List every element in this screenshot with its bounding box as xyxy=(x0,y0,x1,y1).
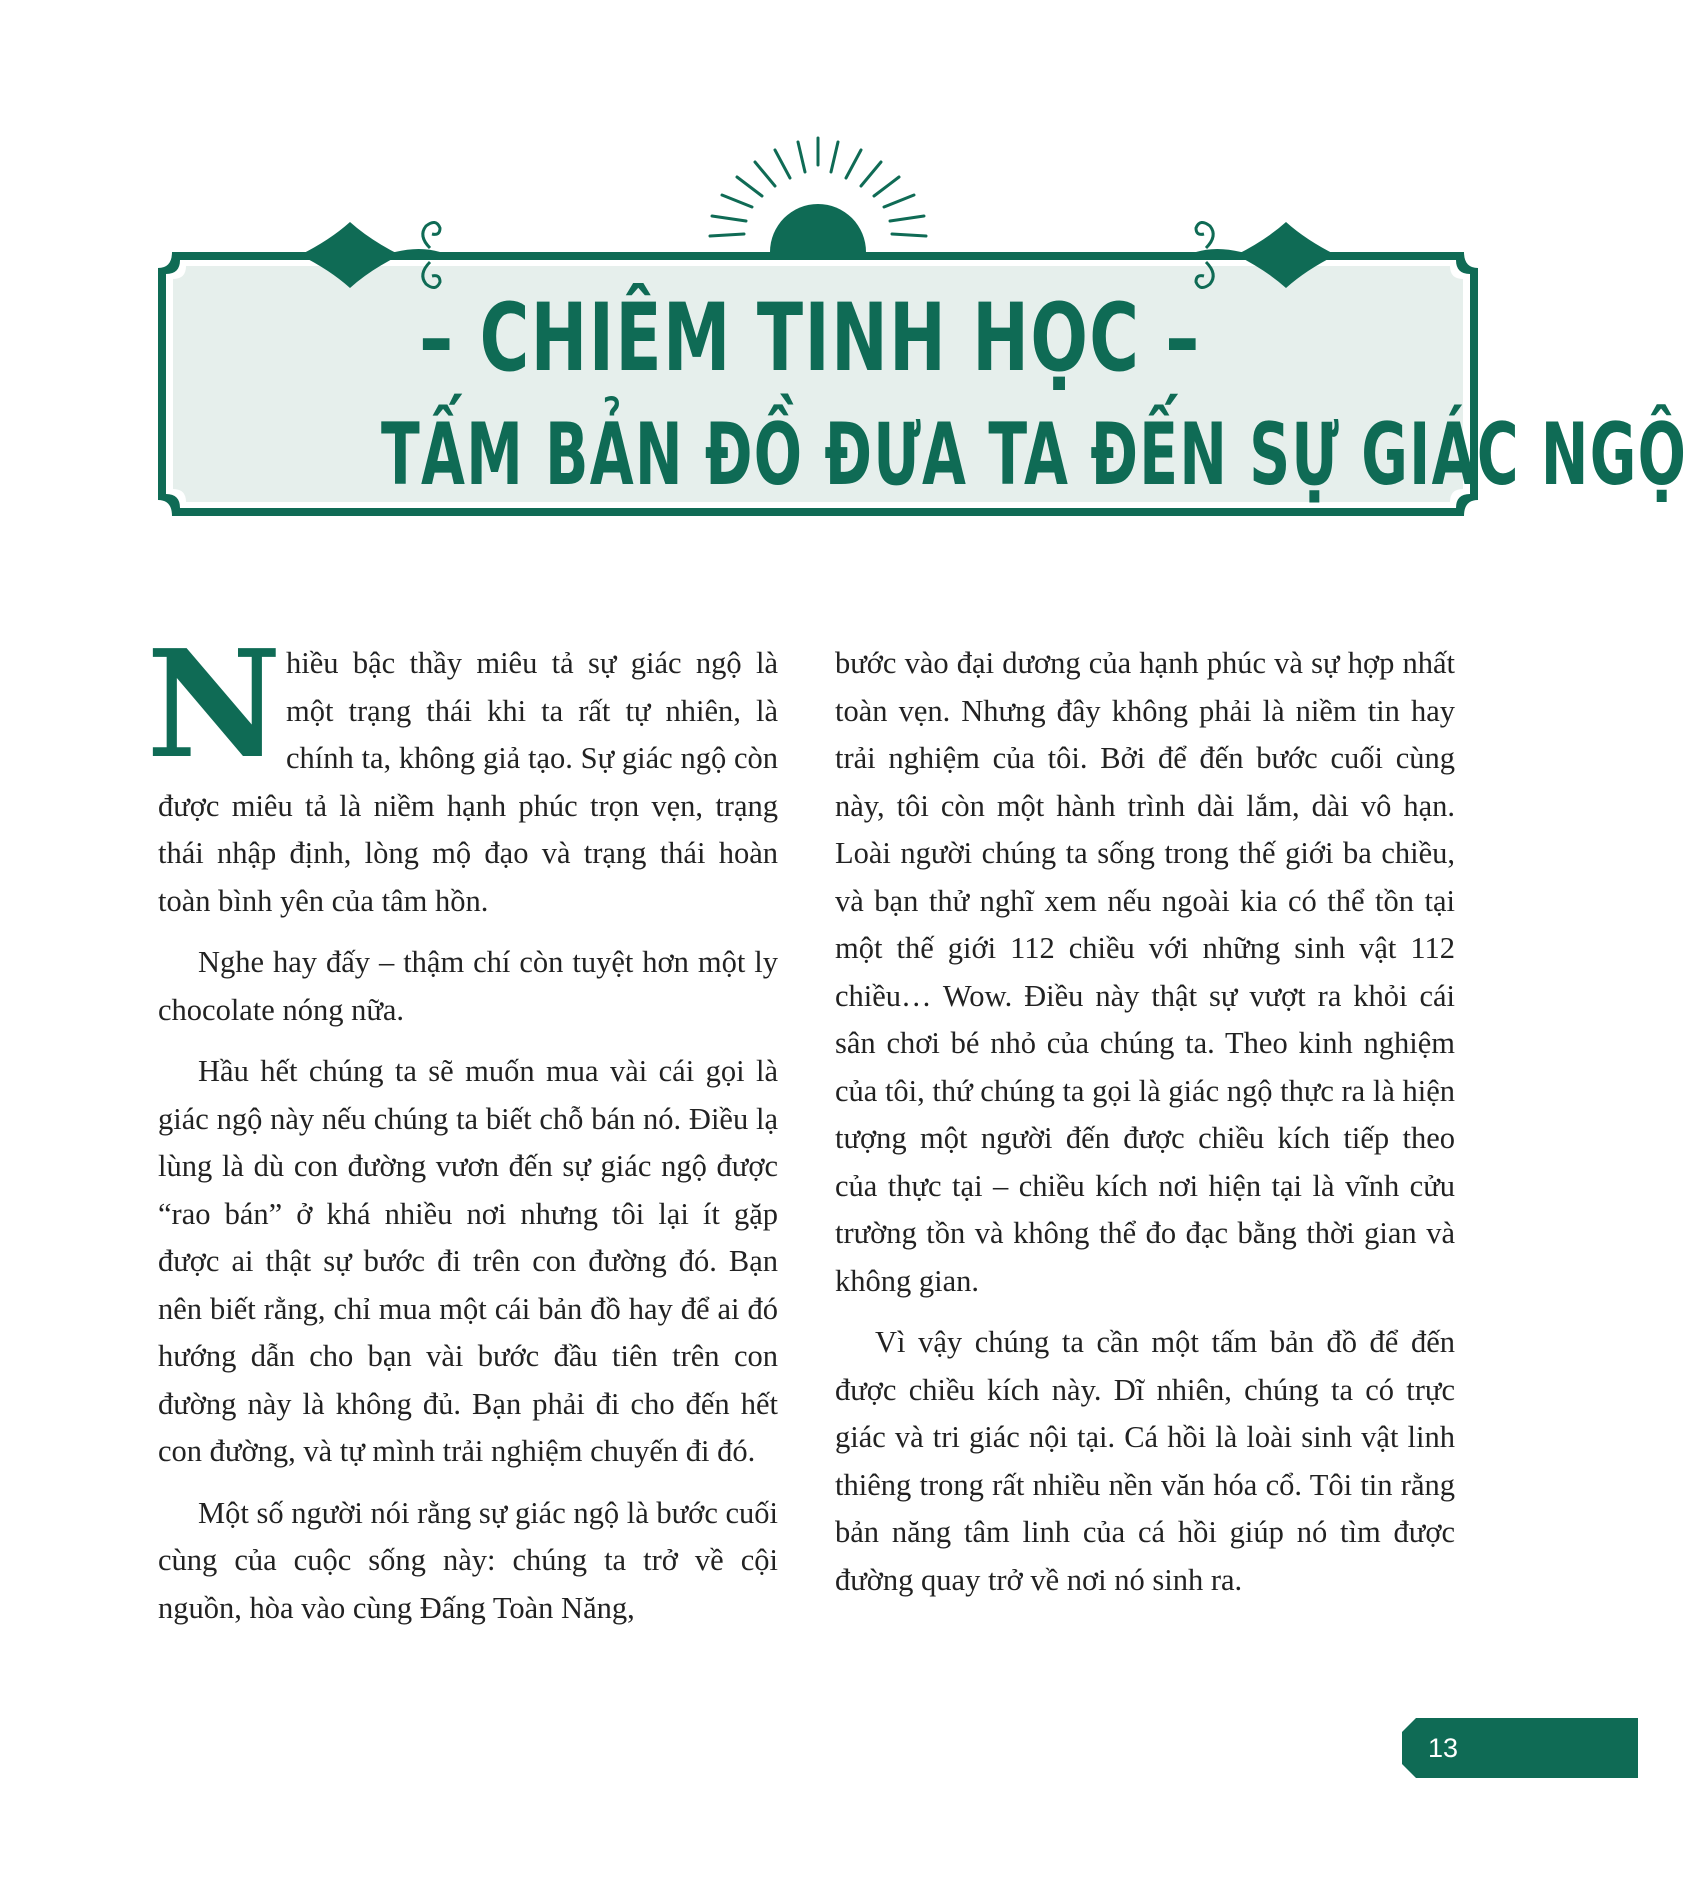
page-number: 13 xyxy=(1428,1733,1459,1763)
svg-text:N: N xyxy=(146,617,282,791)
paragraph-5: bước vào đại dương của hạnh phúc và sự hợp nhất toàn vẹn. Nhưng đây không phải là niềm tin hay trải nghiệm của tôi. Bởi để đến bước cuối cùng này, tôi còn một hành trình dài lắm, dài vô hạn. Loài người chúng ta sống trong thế giới ba chiều, và bạn thử nghĩ xem nếu ngoài kia có thể tồn tại một thế giới 112 chiều với những sinh vật 112 chiều… Wow. Điều này thật sự vượt ra khỏi cái sân chơi bé nhỏ của chúng ta. Theo kinh nghiệm của tôi, thứ chúng ta gọi là giác ngộ thực ra là hiện tượng một người đến được chiều kích tiếp theo của thực tại – chiều kích nơi hiện tại là vĩnh cửu trường tồn và không thể đo đạc bằng thời gian và không gian. xyxy=(835,646,1455,1298)
drop-cap-n xyxy=(146,617,282,791)
title-line-2: TẤM BẢN ĐỒ ĐƯA TA ĐẾN SỰ GIÁC NGỘ xyxy=(380,405,1687,505)
left-column xyxy=(146,617,778,1646)
half-sun-icon xyxy=(770,204,866,252)
paragraph-2: Nghe hay đấy – thậm chí còn tuyệt hơn một ly chocolate nóng nữa. xyxy=(158,945,778,1027)
paragraph-4: Một số người nói rằng sự giác ngộ là bước cuối cùng của cuộc sống này: chúng ta trở về cội nguồn, hòa vào cùng Đấng Toàn Năng, xyxy=(158,1495,778,1625)
title-line-1: – CHIÊM TINH HỌC – xyxy=(419,284,1201,393)
paragraph-1: hiều bậc thầy miêu tả sự giác ngộ là một trạng thái khi ta rất tự nhiên, là chính ta, không giả tạo. Sự giác ngộ còn được miêu tả là niềm hạnh phúc trọn vẹn, trạng thái nhập định, lòng mộ đạo và trạng thái hoàn toàn bình yên của tâm hồn. xyxy=(158,646,778,918)
paragraph-3: Hầu hết chúng ta sẽ muốn mua vài cái gọi là giác ngộ này nếu chúng ta biết chỗ bán nó. Điều lạ lùng là dù con đường vươn đến sự giác ngộ được “rao bán” ở khá nhiều nơi nhưng tôi lại ít gặp được ai thật sự bước đi trên con đường đó. Bạn nên biết rằng, chỉ mua một cái bản đồ hay để ai đó hướng dẫn cho bạn vài bước đầu tiên trên con đường này là không đủ. Bạn phải đi cho đến hết con đường, và tự mình trải nghiệm chuyến đi đó. xyxy=(158,1054,778,1468)
paragraph-6: Vì vậy chúng ta cần một tấm bản đồ để đến được chiều kích này. Dĩ nhiên, chúng ta có trực giác và tri giác nội tại. Cá hồi là loài sinh vật linh thiêng trong rất nhiều nền văn hóa cổ. Tôi tin rằng bản năng tâm linh của cá hồi giúp nó tìm được đường quay trở về nơi nó sinh ra. xyxy=(835,1325,1455,1597)
right-column xyxy=(835,640,1455,1618)
